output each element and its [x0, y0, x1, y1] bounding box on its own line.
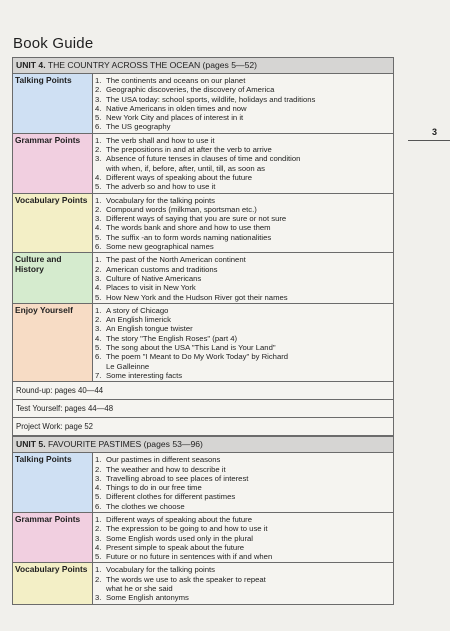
list-item: [95, 76, 393, 85]
list-item: [95, 223, 393, 232]
item-text: Different ways of speaking about the future: [106, 514, 253, 524]
item-number: 1.: [95, 195, 102, 205]
section-items: [93, 513, 393, 562]
item-number: 4.: [95, 483, 102, 493]
item-text: Different ways of speaking about the future: [106, 172, 253, 182]
section-label: Talking Points: [13, 453, 93, 512]
section-items: [93, 253, 393, 302]
list-item: [95, 565, 393, 574]
item-number: 3.: [95, 214, 102, 224]
section-items: [93, 563, 393, 603]
item-text: Our pastimes in different seasons: [106, 455, 221, 465]
section-row: [13, 563, 393, 603]
item-number: 3.: [95, 94, 102, 104]
page-number: 3: [432, 127, 438, 137]
section-row: [13, 453, 393, 513]
item-text: Different clothes for different pastimes: [106, 492, 236, 502]
item-number: 1.: [95, 255, 102, 265]
item-number: 4.: [95, 103, 102, 113]
unit-footer-line: Project Work: page 52: [13, 418, 393, 436]
unit-label: UNIT 4.: [16, 60, 46, 70]
section-row: [13, 253, 393, 303]
item-number: 2.: [95, 464, 102, 474]
list-item: [95, 104, 393, 113]
item-text: Different ways of saying that you are sure or not sure: [106, 214, 287, 224]
item-number: 4.: [95, 283, 102, 293]
list-item: [95, 265, 393, 274]
section-label: Grammar Points: [13, 513, 93, 562]
item-text: Compound words (milkman, sportsman etc.): [106, 204, 257, 214]
list-item: [95, 136, 393, 145]
item-number: 1.: [95, 305, 102, 315]
item-text: Native Americans in olden times and now: [106, 103, 247, 113]
item-number: [95, 584, 106, 593]
list-item: [95, 593, 393, 602]
item-number: 2.: [95, 204, 102, 214]
unit-header: [13, 58, 393, 74]
list-item: [95, 242, 393, 251]
list-item: [95, 362, 393, 371]
list-item: [95, 483, 393, 492]
book-guide-table: [12, 57, 394, 605]
section-row: [13, 194, 393, 254]
section-row: [13, 304, 393, 382]
list-item: [95, 492, 393, 501]
item-text: Vocabulary for the talking points: [106, 195, 215, 205]
item-text: The story "The English Roses" (part 4): [106, 333, 238, 343]
list-item: [95, 293, 393, 302]
section-label: Grammar Points: [13, 134, 93, 193]
item-number: 3.: [95, 473, 102, 483]
list-item: [95, 455, 393, 464]
item-number: 6.: [95, 501, 102, 511]
list-item: [95, 334, 393, 343]
list-item: [95, 324, 393, 333]
item-text: Things to do in our free time: [106, 483, 202, 493]
item-number: 6.: [95, 122, 102, 132]
item-text: Geographic discoveries, the discovery of America: [106, 85, 275, 95]
section-row: [13, 74, 393, 134]
section-items: [93, 74, 393, 133]
item-text: The past of the North American continent: [106, 255, 246, 265]
item-number: 3.: [95, 593, 102, 603]
list-item: [95, 343, 393, 352]
item-text: what he or she said: [106, 584, 173, 594]
section-items: [93, 134, 393, 193]
item-number: 3.: [95, 273, 102, 283]
unit-title: FAVOURITE PASTIMES (pages 53—96): [48, 439, 203, 450]
list-item: [95, 173, 393, 182]
list-item: [95, 95, 393, 104]
item-number: 5.: [95, 292, 102, 302]
item-number: 1.: [95, 135, 102, 145]
list-item: [95, 182, 393, 191]
item-text: Culture of Native Americans: [106, 273, 202, 283]
item-number: 1.: [95, 76, 102, 85]
list-item: [95, 515, 393, 524]
item-number: 3.: [95, 533, 102, 543]
list-item: [95, 315, 393, 324]
item-text: The poem "I Meant to Do My Work Today" by Richard: [106, 352, 289, 362]
item-text: The US geography: [106, 122, 171, 132]
list-item: [95, 352, 393, 361]
item-text: How New York and the Hudson River got their names: [106, 292, 288, 302]
section-items: [93, 453, 393, 512]
item-number: 5.: [95, 343, 102, 353]
item-number: 1.: [95, 565, 102, 575]
section-items: [93, 194, 393, 253]
item-text: The words we use to ask the speaker to repeat: [106, 574, 266, 584]
list-item: [95, 306, 393, 315]
section-row: [13, 513, 393, 563]
item-number: 3.: [95, 324, 102, 334]
item-text: The verb shall and how to use it: [106, 135, 215, 145]
item-number: 6.: [95, 242, 102, 252]
section-label: Vocabulary Points: [13, 563, 93, 603]
unit-footer-line: Test Yourself: pages 44—48: [13, 400, 393, 418]
list-item: [95, 474, 393, 483]
item-number: 5.: [95, 492, 102, 502]
list-item: [95, 584, 393, 593]
list-item: [95, 371, 393, 380]
item-number: [95, 164, 106, 173]
item-number: 4.: [95, 172, 102, 182]
section-label: Talking Points: [13, 74, 93, 133]
item-number: 2.: [95, 145, 102, 155]
item-text: The clothes we choose: [106, 501, 185, 511]
item-text: Some English words used only in the plural: [106, 533, 253, 543]
list-item: [95, 575, 393, 584]
section-label: Enjoy Yourself: [13, 304, 93, 381]
item-text: with when, if, before, after, until, till, as soon as: [106, 163, 265, 173]
list-item: [95, 283, 393, 292]
list-item: [95, 255, 393, 264]
item-text: The continents and oceans on our planet: [106, 76, 246, 85]
item-text: American customs and traditions: [106, 264, 218, 274]
item-text: Present simple to speak about the future: [106, 542, 245, 552]
item-number: 2.: [95, 264, 102, 274]
list-item: [95, 85, 393, 94]
item-text: The suffix -an to form words naming nationalities: [106, 232, 272, 242]
item-text: Some new geographical names: [106, 242, 214, 252]
item-text: Travelling abroad to see places of interest: [106, 473, 249, 483]
list-item: [95, 465, 393, 474]
list-item: [95, 164, 393, 173]
item-text: Le Galleinne: [106, 361, 150, 371]
item-text: Future or no future in sentences with if and when: [106, 552, 273, 562]
unit-footer-line: Round-up: pages 40—44: [13, 382, 393, 400]
unit-header: [13, 436, 393, 453]
item-number: 1.: [95, 514, 102, 524]
item-text: Places to visit in New York: [106, 283, 196, 293]
section-label: Culture and History: [13, 253, 93, 302]
item-text: The adverb so and how to use it: [106, 182, 216, 192]
list-item: [95, 524, 393, 533]
item-number: 3.: [95, 154, 102, 164]
item-number: 4.: [95, 542, 102, 552]
list-item: [95, 113, 393, 122]
item-number: 5.: [95, 552, 102, 562]
item-number: 1.: [95, 455, 102, 465]
item-number: [95, 362, 106, 371]
item-text: The expression to be going to and how to use it: [106, 524, 268, 534]
item-text: An English limerick: [106, 315, 171, 325]
item-text: New York City and places of interest in it: [106, 113, 244, 123]
section-items: [93, 304, 393, 381]
unit-label: UNIT 5.: [16, 439, 46, 450]
list-item: [95, 552, 393, 561]
item-text: The prepositions in and at after the verb to arrive: [106, 145, 272, 155]
item-text: The song about the USA "This Land is Your Land": [106, 343, 276, 353]
list-item: [95, 502, 393, 511]
item-number: 5.: [95, 182, 102, 192]
item-number: 2.: [95, 574, 102, 584]
page-title: Book Guide: [13, 35, 94, 52]
item-number: 5.: [95, 113, 102, 123]
list-item: [95, 543, 393, 552]
item-number: 5.: [95, 232, 102, 242]
item-text: The words bank and shore and how to use them: [106, 223, 271, 233]
list-item: [95, 196, 393, 205]
item-number: 4.: [95, 223, 102, 233]
unit-title: THE COUNTRY ACROSS THE OCEAN (pages 5—52): [47, 60, 258, 70]
item-number: 7.: [95, 370, 102, 380]
section-label: Vocabulary Points: [13, 194, 93, 253]
list-item: [95, 205, 393, 214]
list-item: [95, 534, 393, 543]
item-text: Vocabulary for the talking points: [106, 565, 215, 575]
list-item: [95, 233, 393, 242]
item-text: The weather and how to describe it: [106, 464, 226, 474]
item-text: Absence of future tenses in clauses of time and condition: [106, 154, 301, 164]
list-item: [95, 122, 393, 131]
item-text: An English tongue twister: [106, 324, 193, 334]
list-item: [95, 145, 393, 154]
item-number: 2.: [95, 524, 102, 534]
item-number: 2.: [95, 85, 102, 95]
list-item: [95, 274, 393, 283]
item-number: 2.: [95, 315, 102, 325]
section-row: [13, 134, 393, 194]
list-item: [95, 214, 393, 223]
list-item: [95, 154, 393, 163]
item-text: Some English antonyms: [106, 593, 189, 603]
item-text: Some interesting facts: [106, 370, 183, 380]
item-number: 6.: [95, 352, 102, 362]
item-text: A story of Chicago: [106, 305, 169, 315]
item-number: 4.: [95, 333, 102, 343]
page-number-rule: [408, 140, 450, 141]
item-text: The USA today: school sports, wildlife, holidays and traditions: [106, 94, 316, 104]
